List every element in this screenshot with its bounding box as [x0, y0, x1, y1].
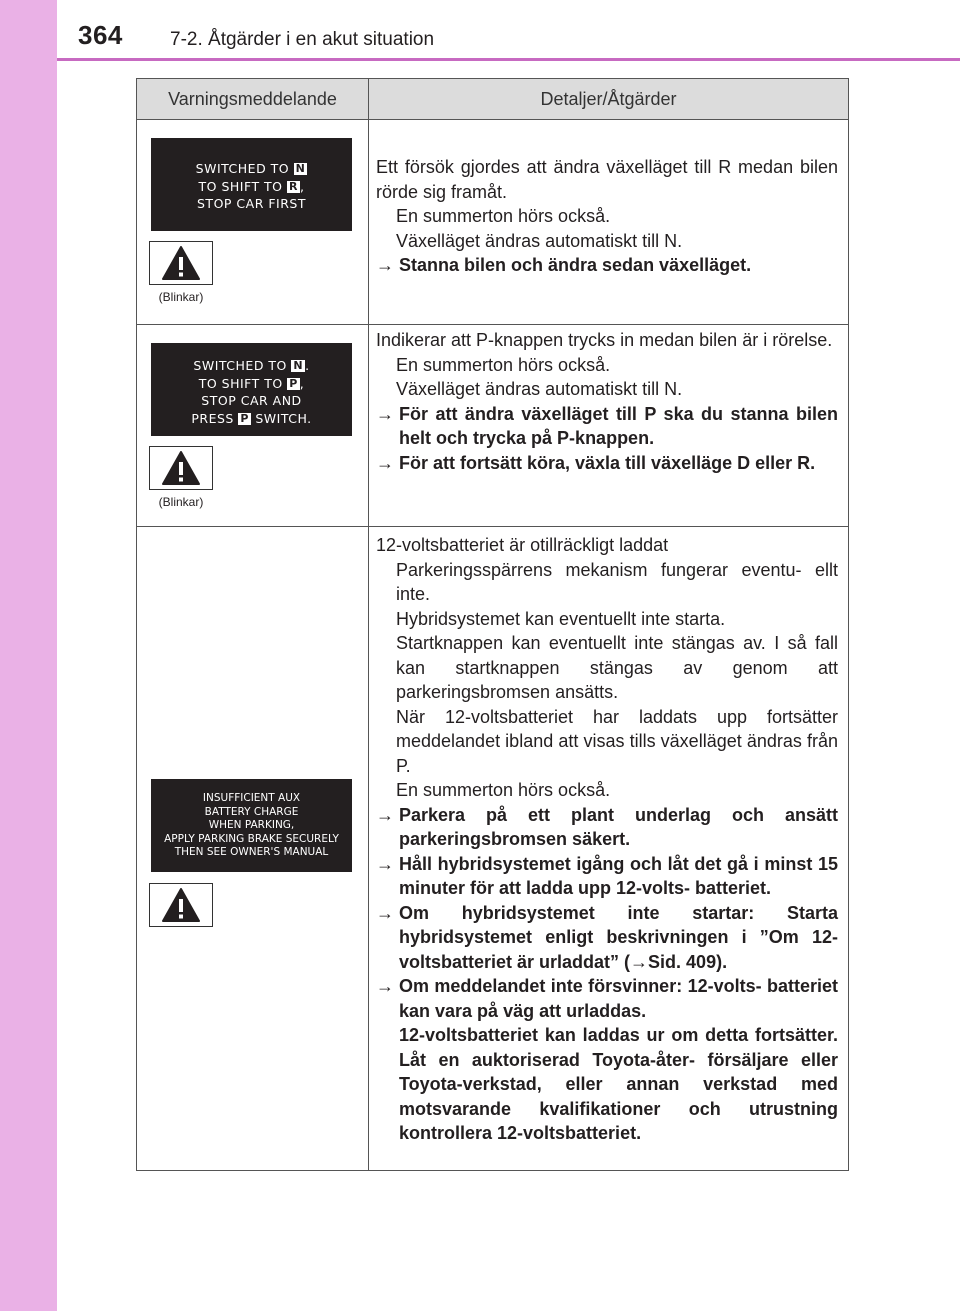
column-divider	[368, 119, 369, 1170]
action-text: För att fortsätt köra, växla till växelläge D eller R.	[399, 452, 816, 473]
screen-text: APPLY PARKING BRAKE SECURELY	[164, 832, 339, 845]
display-message-shift-r: SWITCHED TO N TO SHIFT TO R , STOP CAR FIRST	[151, 138, 352, 231]
description-text: 12-voltsbatteriet är otillräckligt laddat	[376, 535, 669, 555]
column-header-details: Detaljer/Åtgärder	[540, 89, 677, 109]
screen-text: PRESS	[191, 410, 234, 426]
screen-text: SWITCHED TO	[195, 161, 290, 176]
page-number: 364	[78, 20, 123, 50]
screen-text: SWITCH.	[255, 410, 312, 426]
action-text: Håll hybridsystemet igång och låt det gå i minst 15 minuter för att ladda upp 12-volts- batteriet.	[399, 853, 838, 898]
arrow-icon: →	[376, 452, 394, 473]
display-message-insufficient-battery	[151, 779, 352, 872]
screen-text: TO SHIFT TO	[198, 375, 283, 391]
screen-text: SWITCHED TO	[193, 358, 287, 373]
screen-text: BATTERY CHARGE	[204, 805, 299, 818]
action-text: Om hybridsystemet inte startar: Starta hybridsystemet enligt beskrivningen i ”Om 12-voltsbatteriet är urladdat” (→Sid. 409).	[399, 902, 838, 972]
action-item	[376, 253, 838, 278]
row3-details	[376, 533, 838, 1146]
action-text: Stanna bilen och ändra sedan växelläget.	[399, 255, 752, 275]
table-header-row	[137, 79, 848, 120]
display-message-shift-p: SWITCHED TO N . TO SHIFT TO P , STOP CAR AND PRESS P SWITCH.	[151, 343, 352, 436]
gear-badge-r: R	[289, 179, 298, 193]
info-text: Parkeringsspärrens mekanism fungerar eventu- ellt inte.	[396, 559, 838, 604]
info-text: En summerton hörs också.	[396, 780, 611, 800]
row1-details	[376, 155, 838, 278]
note-text: 12-voltsbatteriet kan laddas ur om detta fortsätter. Låt en auktoriserad Toyota-åter- försäljare eller Toyota-verkstad, eller annan verkstad med motsvarande kvalifikationer och utrustning kontrollera 12-voltsbatteriet.	[399, 1025, 838, 1143]
blink-label: (Blinkar)	[158, 495, 204, 509]
row-divider	[137, 526, 848, 527]
info-text: När 12-voltsbatteriet har laddats upp fortsätter meddelandet ibland att visas tills växelläget ändras från P.	[396, 706, 838, 776]
gear-badge-p: P	[240, 411, 249, 425]
gear-badge-p: P	[289, 376, 298, 390]
warning-light-box	[149, 446, 213, 490]
arrow-icon: →	[376, 853, 394, 874]
action-text: Om meddelandet inte försvinner: 12-volts- batteriet kan vara på väg att urladdas.	[399, 976, 838, 1021]
action-text: Parkera på ett plant underlag och ansätt parkeringsbromsen säkert.	[399, 804, 838, 849]
info-text: Växelläget ändras automatiskt till N.	[396, 230, 683, 251]
action-item	[376, 901, 838, 975]
row2-details	[376, 328, 838, 475]
arrow-icon: →	[376, 804, 394, 825]
warning-light-box	[149, 241, 213, 285]
info-text: Växelläget ändras automatiskt till N.	[396, 379, 683, 399]
warning-triangle-icon	[161, 245, 201, 281]
screen-text: STOP CAR AND	[201, 393, 302, 408]
screen-text: TO SHIFT TO	[198, 178, 283, 194]
warning-triangle-icon	[161, 887, 201, 923]
screen-text: WHEN PARKING,	[208, 819, 295, 831]
arrow-icon: →	[376, 255, 394, 275]
column-header-message: Varningsmeddelande	[137, 79, 369, 119]
description-text: Ett försök gjordes att ändra växelläget till R medan bilen rörde sig framåt.	[376, 157, 838, 202]
info-text: Startknappen kan eventuellt inte stängas av. I så fall kan startknappen stängas av genom att parkeringsbromsen ansätts.	[396, 633, 838, 702]
page-margin-tab	[0, 0, 57, 1311]
action-item	[376, 402, 838, 451]
arrow-icon: →	[376, 403, 394, 424]
blink-label: (Blinkar)	[158, 290, 204, 304]
screen-text: STOP CAR FIRST	[197, 196, 306, 211]
action-text: För att ändra växelläget till P ska du stanna bilen helt och trycka på P-knappen.	[399, 403, 838, 448]
info-text: Hybridsystemet kan eventuellt inte starta.	[396, 608, 726, 629]
gear-badge-n: N	[295, 162, 306, 175]
arrow-icon: →	[376, 902, 394, 923]
info-text: En summerton hörs också.	[396, 206, 611, 226]
info-text: En summerton hörs också.	[396, 354, 611, 375]
action-item	[376, 974, 838, 1023]
gear-badge-n: N	[293, 359, 304, 372]
warning-triangle-icon	[161, 450, 201, 486]
arrow-icon: →	[376, 976, 394, 996]
header-rule	[57, 58, 960, 61]
screen-text: INSUFFICIENT AUX	[202, 792, 301, 804]
action-item	[376, 451, 838, 476]
section-title: 7-2. Åtgärder i en akut situation	[170, 29, 435, 50]
warning-light-box	[149, 883, 213, 927]
description-text: Indikerar att P-knappen trycks in medan bilen är i rörelse.	[376, 330, 833, 350]
action-item	[376, 803, 838, 852]
screen-text: THEN SEE OWNER'S MANUAL	[174, 846, 329, 858]
action-item	[376, 852, 838, 901]
row-divider	[137, 324, 848, 325]
